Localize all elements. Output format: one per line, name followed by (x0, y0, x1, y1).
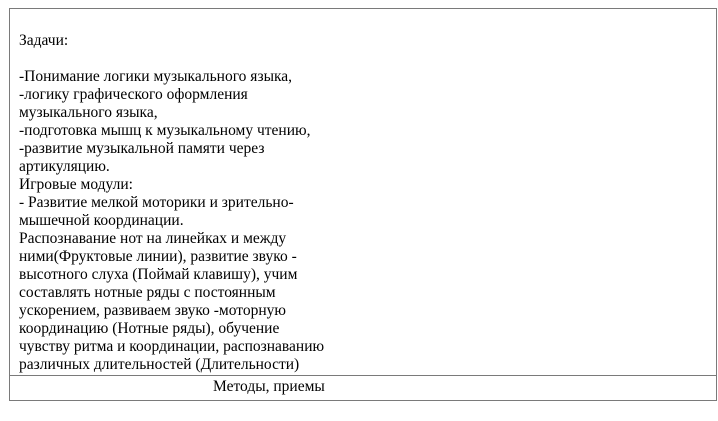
methods-heading: Методы, приемы (213, 378, 325, 395)
text-line: музыкального языка, (19, 104, 158, 121)
document-table (9, 8, 717, 401)
text-line: артикуляцию. (19, 158, 110, 175)
text-line: -Понимание логики музыкального языка, (19, 68, 293, 85)
text-line: -развитие музыкальной памяти через (19, 140, 265, 157)
text-line: чувству ритма и координации, распознаванию (19, 338, 325, 355)
tasks-heading: Задачи: (19, 32, 69, 49)
text-line: ускорением, развиваем звуко -моторную (19, 302, 286, 319)
text-line: координацию (Нотные ряды), обучение (19, 320, 280, 337)
text-line: мышечной координации. (19, 212, 184, 229)
text-line: составлять нотные ряды с постоянным (19, 284, 276, 301)
game-modules-heading: Игровые модули: (19, 176, 133, 193)
methods-cell (10, 376, 716, 400)
text-line: Распознавание нот на линейках и между (19, 230, 287, 247)
text-line: высотного слуха (Поймай клавишу), учим (19, 266, 298, 283)
text-line: различных длительностей (Длительности) (19, 356, 300, 373)
text-line: ними(Фруктовые линии), развитие звуко - (19, 248, 297, 265)
blank-line (19, 50, 399, 68)
tasks-content (19, 32, 399, 374)
text-line: - Развитие мелкой моторики и зрительно- (19, 194, 294, 211)
text-line: -подготовка мышц к музыкальному чтению, (19, 122, 311, 139)
tasks-cell (10, 9, 716, 376)
text-line: -логику графического оформления (19, 86, 248, 103)
